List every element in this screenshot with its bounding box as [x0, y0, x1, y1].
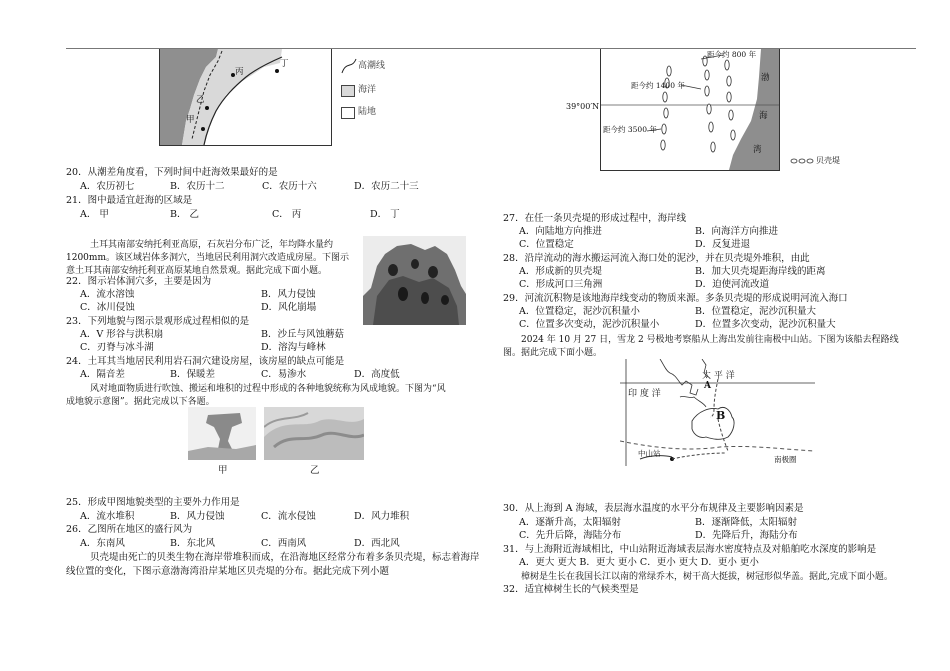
passage-cappadocia-line3: 意土耳其南部安纳托利亚高原某地自然景观。据此完成下面小题。: [66, 266, 328, 276]
passage-cappadocia-line2: 1200mm。该区域岩体多洞穴，当地居民利用洞穴改造成房屋。下图示: [66, 253, 349, 263]
q28-stem: 28．沿岸流动的海水搬运河流入海口处的泥沙，并在贝壳堤外堆积，由此: [503, 253, 810, 264]
q29-option-d: D．位置多次变动，泥沙沉积量大: [695, 319, 836, 330]
q27-stem: 27．在任一条贝壳堤的形成过程中，海岸线: [503, 213, 687, 224]
sea-label-hai: 海: [759, 111, 768, 121]
q22-option-a: A．流水溶蚀: [80, 289, 135, 300]
coastline-legend: [336, 49, 406, 124]
q27-option-a: A．向陆地方向推进: [519, 226, 602, 237]
q29-stem: 29．河流沉积物是该地海岸线变动的物质来源。多条贝壳堤的形成说明河流入海口: [503, 293, 848, 304]
q20-stem: 20．从潮差角度看，下列时间中赶海效果最好的是: [66, 167, 278, 178]
q25-option-c: C．流水侵蚀: [261, 511, 316, 522]
q20-option-c: C．农历十六: [262, 181, 317, 192]
label-bing: 丙: [235, 67, 244, 77]
q21-option-c: C． 丙: [272, 209, 302, 220]
label-ding: 丁: [280, 59, 289, 69]
age-label-3500: 距今约 3500 年: [603, 125, 657, 134]
q26-option-d: D．西北风: [354, 538, 400, 549]
sea-label-bo: 渤: [761, 73, 770, 83]
sea-swatch-icon: [341, 85, 355, 97]
wind-landform-photo-jia: [188, 407, 256, 460]
q22-option-b: B．风力侵蚀: [261, 289, 316, 300]
q24-stem: 24．土耳其当地居民利用岩石洞穴建设房屋，该房屋的缺点可能是: [66, 356, 345, 367]
q25-stem: 25．形成甲图地貌类型的主要外力作用是: [66, 497, 240, 508]
label-yi: 乙: [196, 95, 205, 105]
q24-option-a: A．隔音差: [80, 369, 125, 380]
q28-option-a: A．形成新的贝壳堤: [519, 266, 602, 277]
q23-option-a: A．V 形谷与洪积扇: [80, 329, 164, 340]
age-label-800: 距今约 800 年: [707, 50, 757, 59]
q30-option-d: D．先降后升，海陆分布: [695, 530, 798, 541]
q24-option-b: B．保暖差: [170, 369, 215, 380]
q24-option-c: C．易渗水: [261, 369, 307, 380]
q26-option-c: C．西南风: [261, 538, 307, 549]
q21-option-d: D． 丁: [370, 209, 400, 220]
xuelong-route-map: [620, 359, 815, 466]
coastline-map: [159, 49, 332, 146]
passage-shell-line1: 贝壳堤由死亡的贝类生物在海岸带堆积而成，在沿海地区经常分布着多条贝壳堤，标志着海岸: [90, 552, 480, 563]
q20-option-d: D．农历二十三: [354, 181, 419, 192]
coastline-map-svg: [160, 49, 331, 145]
point-b-label: B: [716, 409, 726, 422]
label-jia: 甲: [186, 115, 195, 125]
q23-stem: 23．下列地貌与图示景观形成过程相似的是: [66, 316, 250, 327]
legend-sea: 海洋: [358, 85, 377, 95]
q20-option-b: B．农历十二: [170, 181, 225, 192]
shell-ridge-legend-icon: [790, 157, 814, 165]
q21-stem: 21．图中最适宜赶海的区域是: [66, 195, 193, 206]
latitude-label: 39°00′N: [566, 102, 600, 111]
q23-option-d: D．溶沟与峰林: [261, 342, 326, 353]
tide-line-icon: [340, 57, 360, 77]
legend-land: 陆地: [358, 107, 377, 117]
passage-cappadocia-line1: 土耳其南部安纳托利亚高原，石灰岩分布广泛，年均降水量约: [90, 240, 334, 250]
zhongshan-station-label: 中山站: [638, 449, 661, 458]
q27-option-d: D．反复进退: [695, 239, 751, 250]
legend-tide: 高潮线: [358, 61, 386, 71]
q26-stem: 26．乙图所在地区的盛行风为: [66, 524, 193, 535]
cappadocia-photo: [363, 236, 466, 325]
q21-option-a: A． 甲: [80, 209, 109, 220]
q27-option-c: C．位置稳定: [519, 239, 574, 250]
passage-wind-line1: 风对地面物质进行吹蚀、搬运和堆积的过程中形成的各种地貌统称为风成地貌。下图为“风: [90, 384, 446, 394]
land-swatch-icon: [341, 107, 355, 119]
wind-fig-label-yi: 乙: [310, 465, 320, 476]
antarctic-circle-label: 南极圈: [774, 455, 797, 464]
shell-ridge-legend: 贝壳堤: [816, 156, 840, 165]
q28-option-d: D．迫使河流改道: [695, 279, 770, 290]
q22-option-d: D．风化崩塌: [261, 302, 317, 313]
q30-option-b: B．逐渐降低，太阳辐射: [695, 517, 797, 528]
wind-landform-photo-yi: [264, 407, 364, 460]
q31-stem: 31．与上海附近海域相比，中山站附近海域表层海水密度特点及对船舶吃水深度的影响是: [503, 544, 877, 555]
q32-stem: 32．适宜樟树生长的气候类型是: [503, 584, 639, 595]
passage-wind-line2: 成地貌示意图”。据此完成以下各题。: [66, 397, 215, 407]
q30-stem: 30．从上海到 A 海域，表层海水温度的水平分布规律及主要影响因素是: [503, 503, 804, 514]
q24-option-d: D．高度低: [354, 369, 400, 380]
q27-option-b: B．向海洋方向推进: [695, 226, 778, 237]
q22-stem: 22．图示岩体洞穴多，主要是因为: [66, 276, 212, 287]
q25-option-b: B．风力侵蚀: [170, 511, 225, 522]
q29-option-a: A．位置稳定，泥沙沉积量小: [519, 306, 640, 317]
q22-option-c: C．冰川侵蚀: [80, 302, 135, 313]
q29-option-c: C．位置多次变动，泥沙沉积量小: [519, 319, 660, 330]
indian-ocean-label: 印 度 洋: [628, 389, 661, 399]
q28-option-b: B．加大贝壳堤距海岸线的距离: [695, 266, 826, 277]
q29-option-b: B．位置稳定，泥沙沉积量大: [695, 306, 816, 317]
q30-option-c: C．先升后降，海陆分布: [519, 530, 622, 541]
q28-option-c: C．形成河口三角洲: [519, 279, 603, 290]
passage-camphor: 樟树是生长在我国长江以南的常绿乔木，树干高大挺拔，树冠形似华盖。据此,完成下面小题。: [521, 572, 893, 582]
sea-label-wan: 湾: [753, 145, 762, 155]
q20-option-a: A．农历初七: [80, 181, 135, 192]
age-label-1400: 距今约 1400 年: [631, 81, 685, 90]
q30-option-a: A．逐渐升高，太阳辐射: [519, 517, 621, 528]
passage-xuelong-line1: 2024 年 10 月 27 日，雪龙 2 号极地考察船从上海出发前往南极中山站。下图为该船去程路线: [521, 335, 899, 345]
passage-shell-line2: 线位置的变化，下图示意渤海湾沿岸某地区贝壳堤的分布。据此完成下列小题: [66, 566, 390, 577]
bohai-shell-ridge-map: [600, 49, 780, 171]
q31-options: A．更大 更大 B．更大 更小 C．更小 更大 D．更小 更小: [519, 557, 759, 568]
pacific-label: 太 平 洋: [702, 371, 735, 381]
q26-option-a: A．东南风: [80, 538, 125, 549]
wind-fig-label-jia: 甲: [218, 465, 228, 476]
q23-option-b: B．沙丘与风蚀蘑菇: [261, 329, 344, 340]
q23-option-c: C．刃脊与冰斗湖: [80, 342, 154, 353]
q25-option-a: A．流水堆积: [80, 511, 135, 522]
q21-option-b: B． 乙: [170, 209, 200, 220]
point-a-label: A: [704, 381, 711, 391]
passage-xuelong-line2: 图。据此完成下面小题。: [503, 348, 603, 358]
q26-option-b: B．东北风: [170, 538, 215, 549]
q25-option-d: D．风力堆积: [354, 511, 410, 522]
